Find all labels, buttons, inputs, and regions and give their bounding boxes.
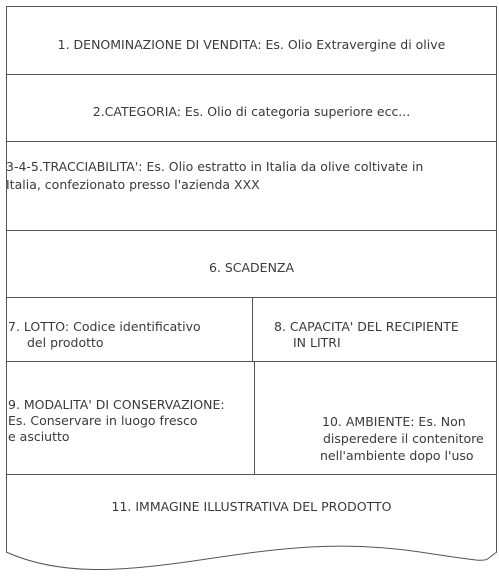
section-immagine: 11. IMMAGINE ILLUSTRATIVA DEL PRODOTTO <box>111 499 392 514</box>
section-scadenza: 6. SCADENZA <box>208 260 295 275</box>
label-template <box>6 6 497 568</box>
section-ambiente-line2: disperedere il contenitore <box>323 431 484 446</box>
section-conservazione-line3: e asciutto <box>8 429 70 444</box>
section-lotto-line1: 7. LOTTO: Codice identificativo <box>8 319 201 334</box>
section-ambiente-line3: nell'ambiente dopo l'uso <box>320 448 474 463</box>
section-categoria: 2.CATEGORIA: Es. Olio di categoria superiore ecc... <box>92 104 411 119</box>
section-lotto-line2: del prodotto <box>27 335 104 350</box>
section-conservazione-line2: Es. Conservare in luogo fresco <box>8 413 198 428</box>
section-ambiente-line1: 10. AMBIENTE: Es. Non <box>322 414 466 429</box>
section-conservazione-line1: 9. MODALITA' DI CONSERVAZIONE: <box>8 397 225 412</box>
section-tracciabilita-line1: 3-4-5.TRACCIABILITA': Es. Olio estratto in Italia da olive coltivate in <box>6 159 424 174</box>
section-capacita-line2: IN LITRI <box>293 335 341 350</box>
section-capacita-line1: 8. CAPACITA' DEL RECIPIENTE <box>274 319 459 334</box>
section-tracciabilita-line2: Italia, confezionato presso l'azienda XXX <box>6 177 260 192</box>
section-denominazione: 1. DENOMINAZIONE DI VENDITA: Es. Olio Extravergine di olive <box>57 37 446 52</box>
